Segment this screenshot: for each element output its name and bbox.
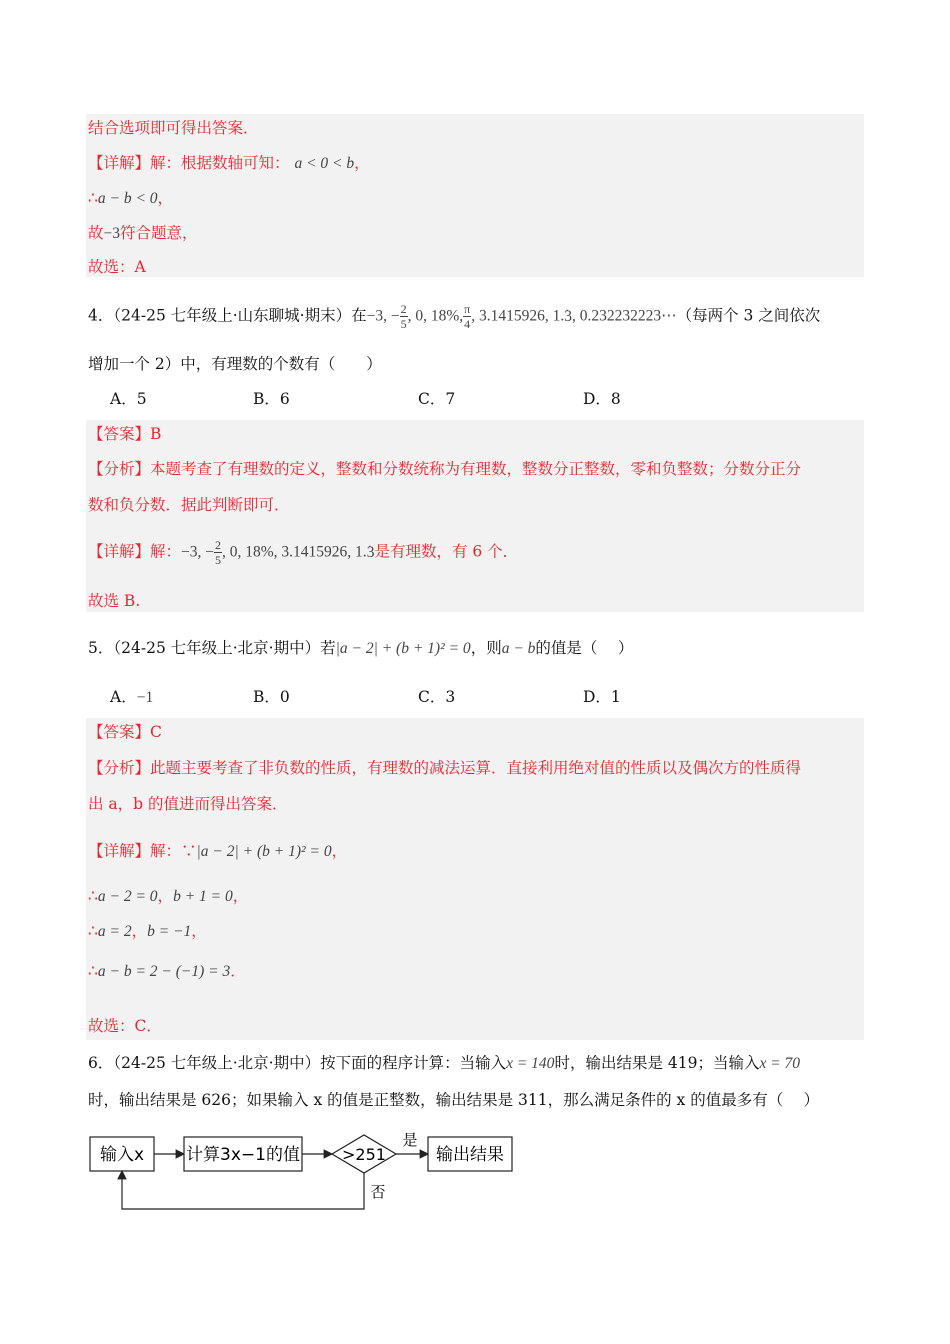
q3-step-2: 故−3符合题意， [88,224,198,242]
q5-analysis: 【分析】此题主要考查了非负数的性质，有理数的减法运算．直接利用绝对值的性质以及偶次方的性质得 [88,759,802,777]
q4-option-b[interactable]: B．6 [253,390,290,408]
q4-stem: 4．（24-25 七年级上·山东聊城·期末）在−3, − $\frac{2}{5}$ , 0, 18%, $\frac{\pi}{4}$ , 3.1415926, 1.· 3, 0.232232223⋯（每两个 3 之间依次 [88,302,820,331]
q4-analysis-2: 数和负分数．据此判断即可． [88,496,290,514]
q4-analysis: 【分析】本题考查了有理数的定义，整数和分数统称为有理数，整数分正整数，零和负整数；分数分正分 [88,460,802,478]
q4-option-c[interactable]: C．7 [418,390,456,408]
q3-analysis-tail: 结合选项即可得出答案． [88,119,259,137]
q4-conclusion: 故选 B. [88,592,141,610]
flow-output-label: 输出结果 [436,1145,504,1165]
fraction: $\frac{2}{5}$ [215,538,222,567]
q4-option-d[interactable]: D．8 [583,390,621,408]
q3-detail: 【详解】解：根据数轴可知： a < 0 < b， [88,154,370,172]
q3-conclusion: 故选：A [88,258,146,276]
q4-detail: 【详解】解：−3, − $\frac{2}{5}$ , 0, 18%, 3.1415926, 1.· 3是有理数，有 6 个． [88,538,518,567]
q4-stem-2: 增加一个 2）中，有理数的个数有（ ） [88,355,382,373]
q5-option-b[interactable]: B．0 [253,688,290,706]
flow-input-label: 输入x [99,1145,145,1165]
q4-answer: 【答案】B [88,425,162,443]
q5-step-2: ∴a = 2，b = −1， [88,922,207,940]
fraction: $\frac{\pi}{4}$ [464,302,471,331]
q6-stem: 6．（24-25 七年级上·北京·期中）按下面的程序计算：当输入x = 140时，输出结果是 419；当输入x = 70 [88,1054,801,1072]
flow-decision-label: >251 [342,1145,386,1164]
solution-box-q4 [86,420,864,612]
q5-analysis-2: 出 a，b 的值进而得出答案． [88,795,288,813]
q5-option-a[interactable]: A．−1 [110,688,154,706]
q5-conclusion: 故选：C． [88,1017,162,1035]
flow-compute-label: 计算3x−1的值 [186,1145,300,1165]
flow-yes-label: 是 [402,1131,418,1149]
fraction: $\frac{2}{5}$ [400,302,407,331]
flowchart [80,1125,530,1220]
q6-stem-2: 时，输出结果是 626；如果输入 x 的值是正整数，输出结果是 311，那么满足条件的 x 的值最多有（ ） [88,1091,820,1109]
q5-option-c[interactable]: C．3 [418,688,456,706]
q5-step-1: ∴a − 2 = 0，b + 1 = 0， [88,887,249,905]
q4-option-a[interactable]: A．5 [110,390,147,408]
q5-detail: 【详解】解：∵|a − 2| + (b + 1)² = 0， [88,842,348,860]
q5-step-3: ∴a − b = 2 − (−1) = 3． [88,962,246,980]
q3-step: ∴a − b < 0， [88,189,174,207]
q5-stem: 5．（24-25 七年级上·北京·期中）若|a − 2| + (b + 1)² = 0，则a − b的值是（ ） [88,639,634,657]
q5-option-d[interactable]: D．1 [583,688,621,706]
q5-answer: 【答案】C [88,723,162,741]
flow-no-label: 否 [370,1183,386,1201]
